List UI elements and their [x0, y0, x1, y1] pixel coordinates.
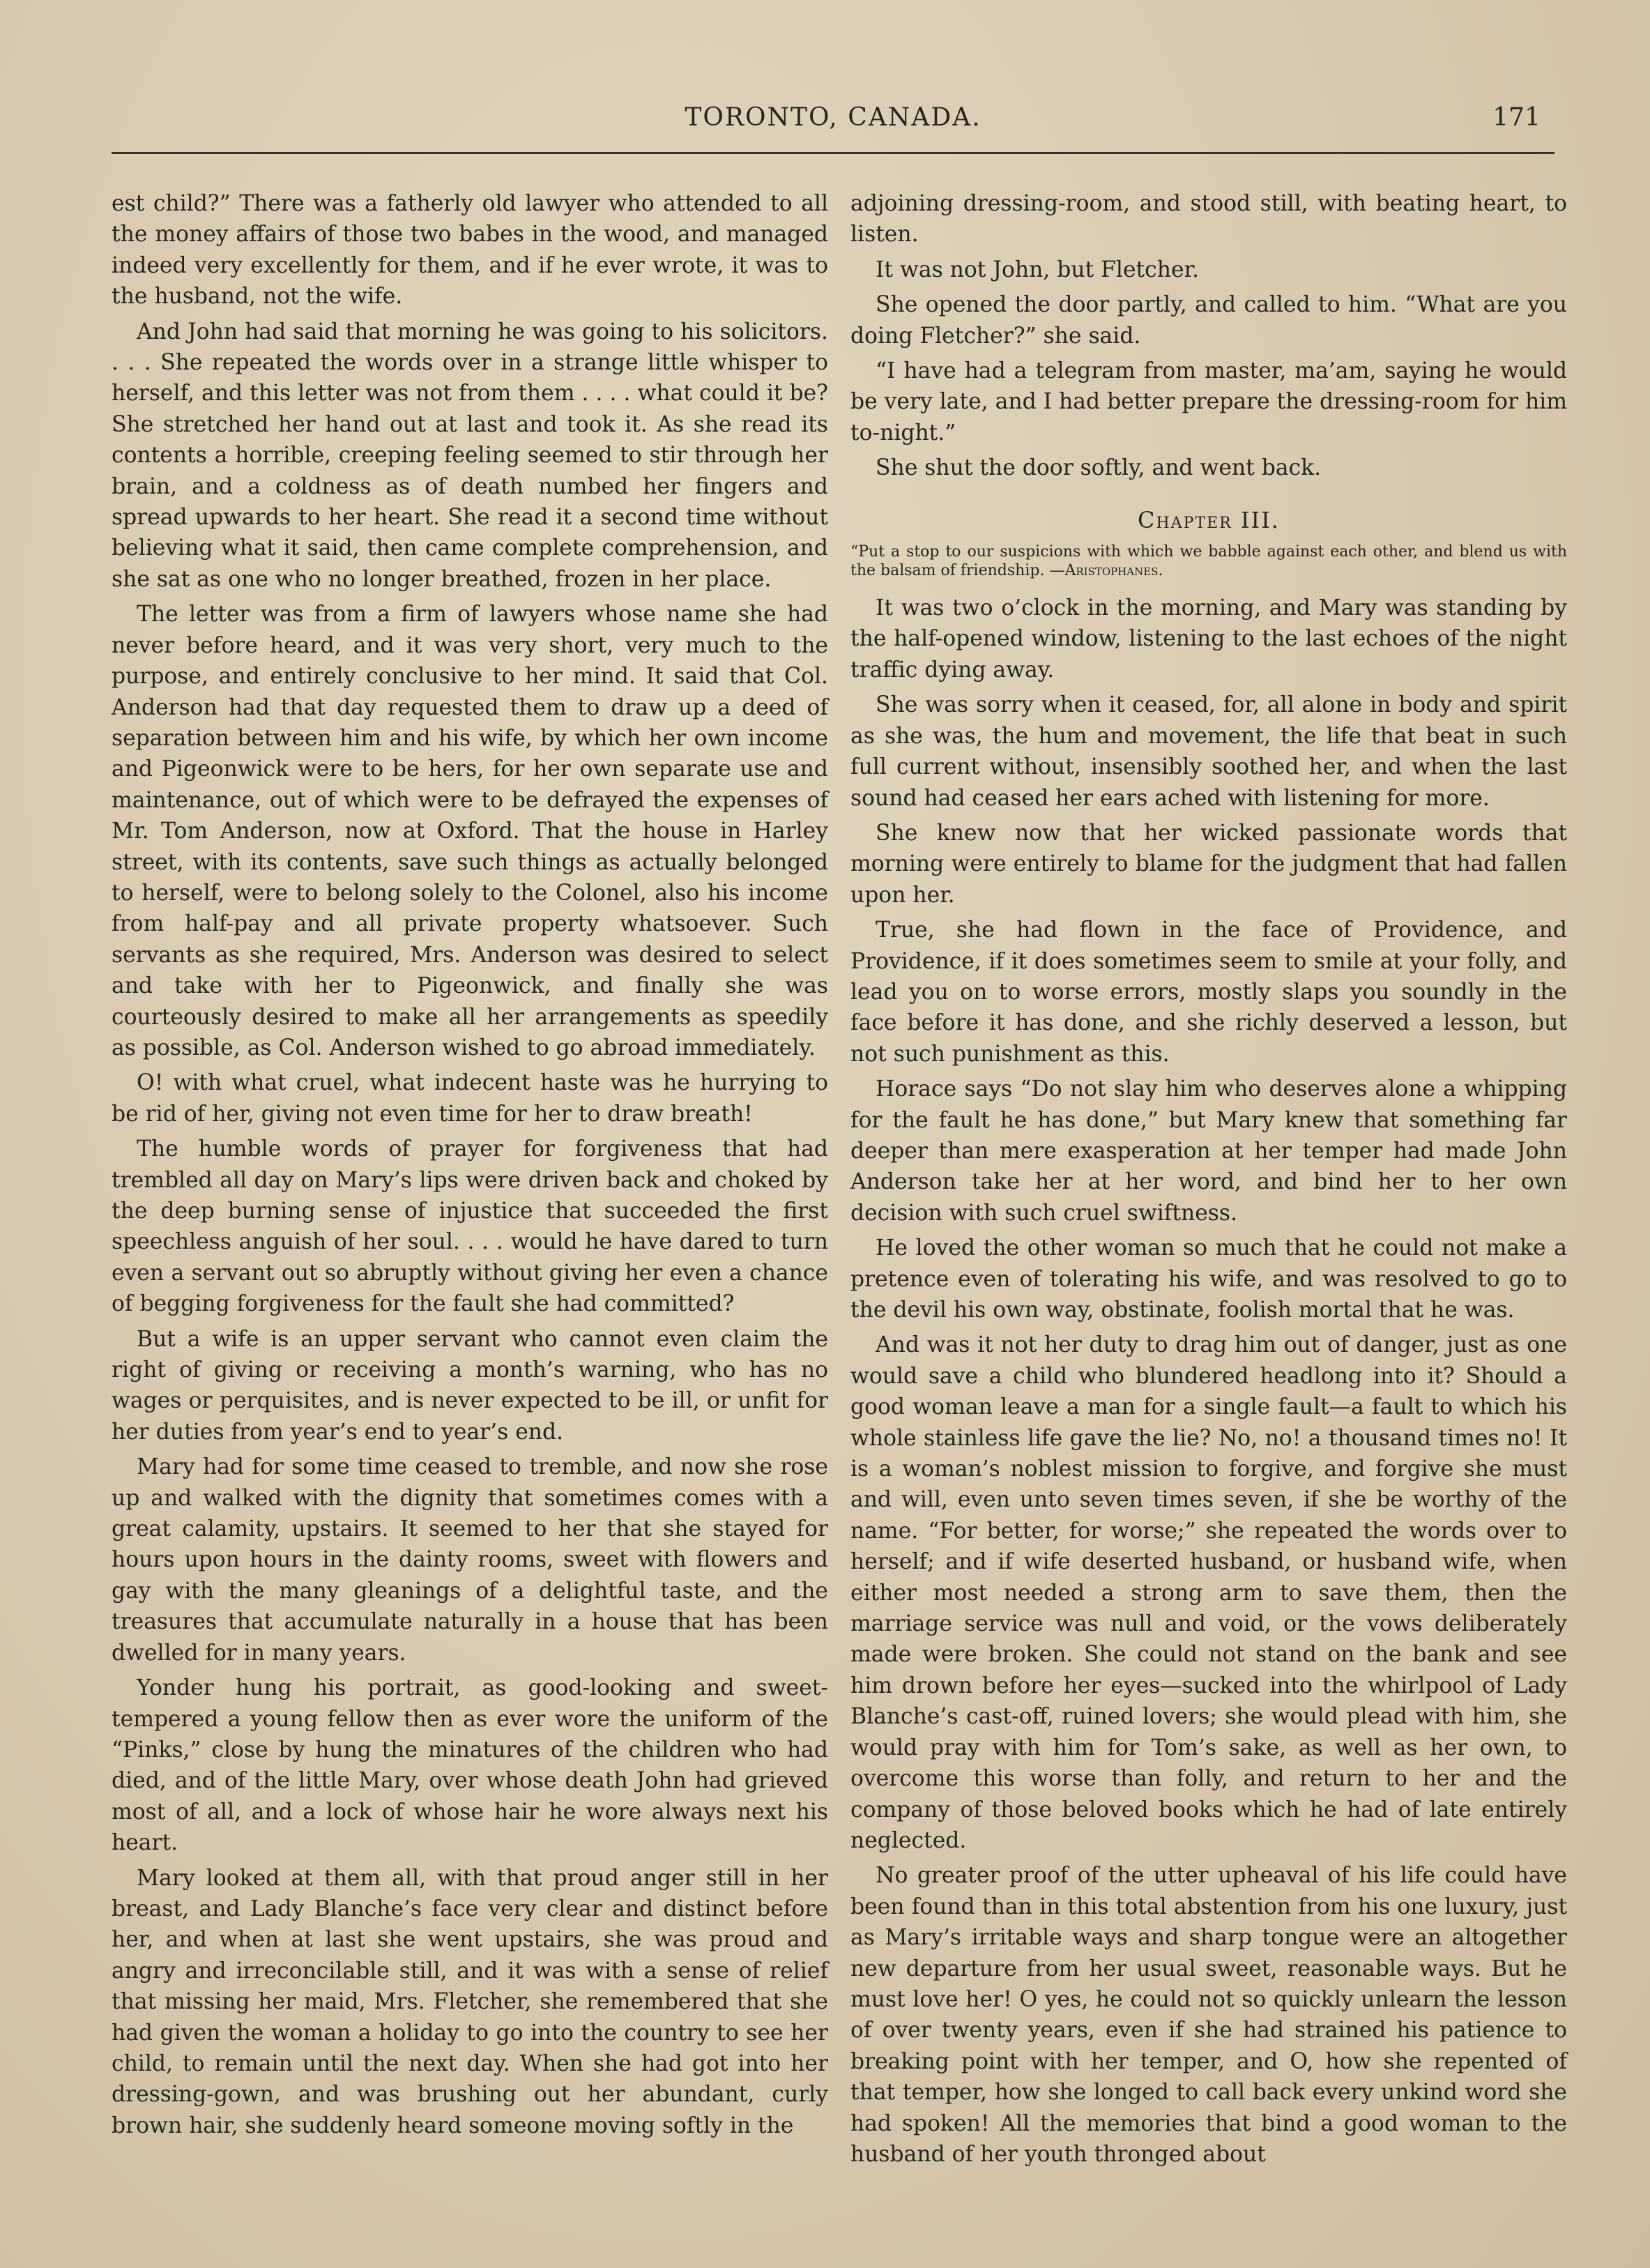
- paragraph: It was not John, but Fletcher.: [876, 257, 1200, 282]
- paragraph: The humble words of prayer for forgiveness that had trembled all day on Mary’s lips were driven back and choked by the deep burning sense of injustice that succeeded the first speechless anguish of her soul. . . . would he have dared to turn even a servant out so abruptly without giving her even a chance of begging forgiveness for the fault she had committed?: [112, 1136, 828, 1317]
- running-title: TORONTO, CANADA.: [685, 103, 981, 132]
- chapter-epigraph: [850, 542, 1567, 580]
- paragraph: She shut the door softly, and went back.: [876, 455, 1322, 481]
- epigraph-text: “Put a stop to our suspicions with which we babble against each other, and blend us with the balsam of friendship.: [850, 543, 1567, 580]
- epigraph-author: —Aristophanes.: [1049, 562, 1163, 580]
- paragraph: True, she had flown in the face of Providence, and Providence, if it does sometimes seem to smile at your folly, and lead you on to worse errors, mostly slaps you soundly in the face before it has done, and she richly deserved a lesson, but not such punishment as this.: [850, 918, 1567, 1067]
- paragraph: And John had said that morning he was going to his solicitors. . . . She repeated the words over in a strange little whisper to herself, and this letter was not from them . . . . what could it be? She stretched her hand out at last and took it. As she read its contents a horrible, creeping feeling seemed to stir through her brain, and a coldness as of death numbed her fingers and spread upwards to her heart. She read it a second time without believing what it said, then came complete comprehension, and she sat as one who no longer breathed, frozen in her place.: [112, 319, 828, 592]
- paragraph: It was two o’clock in the morning, and Mary was standing by the half-opened window, listening to the last echoes of the night traffic dying away.: [850, 595, 1567, 683]
- paragraph: But a wife is an upper servant who cannot even claim the right of giving or receiving a month’s warning, who has no wages or perquisites, and is never expected to be ill, or unfit for her duties from year’s end to year’s end.: [112, 1326, 828, 1445]
- paragraph: And was it not her duty to drag him out of danger, just as one would save a child who blundered headlong into it? Should a good woman leave a man for a single fault—a fault to which his whole stainless life gave the lie? No, no! a thousand times no! It is a woman’s noblest mission to forgive, and forgive she must and will, even unto seven times seven, if she be worthy of the name. “For better, for worse;” she repeated the words over to herself; and if wife deserted husband, or husband wife, when either most needed a strong arm to save them, then the marriage service was null and void, or the vows deliberately made were broken. She could not stand on the bank and see him drown before her eyes—sucked into the whirlpool of Lady Blanche’s cast-off, ruined lovers; she would plead with him, she would pray with him for Tom’s sake, as well as her own, to overcome this worse than folly, and return to her and the company of those beloved books which he had of late entirely neglected.: [850, 1332, 1567, 1853]
- paragraph: He loved the other woman so much that he could not make a pretence even of tolerating his wife, and was resolved to go to the devil his own way, obstinate, foolish mortal that he was.: [850, 1235, 1567, 1323]
- paragraph: No greater proof of the utter upheaval of his life could have been found than in this total abstention from his one luxury, just as Mary’s irritable ways and sharp tongue were an altogether new departure from her usual sweet, reasonable ways. But he must love her! O yes, he could not so quickly unlearn the lesson of over twenty years, even if she had strained his patience to breaking point with her temper, and O, how she repented of that temper, how she longed to call back every unkind word she had spoken! All the memories that bind a good woman to the husband of her youth thronged about: [850, 1863, 1567, 2167]
- paragraph: “I have had a telegram from master, ma’am, saying he would be very late, and I had better prepare the dressing-room for him to-night.”: [850, 358, 1567, 446]
- paragraph: Horace says “Do not slay him who deserves alone a whipping for the fault he has done,” but Mary knew that something far deeper than mere exasperation at her temper had made John Anderson take her at her word, and bind her to her own decision with such cruel swiftness.: [850, 1076, 1567, 1226]
- paragraph: Mary had for some time ceased to tremble, and now she rose up and walked with the dignity that sometimes comes with a great calamity, upstairs. It seemed to her that she stayed for hours upon hours in the dainty rooms, sweet with flowers and gay with the many gleanings of a delightful taste, and the treasures that accumulate naturally in a house that has been dwelled for in many years.: [112, 1454, 828, 1666]
- paragraph: Mary looked at them all, with that proud anger still in her breast, and Lady Blanche’s face very clear and distinct before her, and when at last she went upstairs, she was proud and angry and irreconcilable still, and it was with a sense of relief that missing her maid, Mrs. Fletcher, she remembered that she had given the woman a holiday to go into the country to see her child, to remain until the next day. When she had got into her dressing-gown, and was brushing out her abundant, curly brown hair, she suddenly heard someone moving softly in the: [112, 1865, 828, 2138]
- paragraph: O! with what cruel, what indecent haste was he hurrying to be rid of her, giving not even time for her to draw breath!: [112, 1070, 828, 1127]
- paragraph: She opened the door partly, and called to him. “What are you doing Fletcher?” she said.: [850, 292, 1567, 349]
- paragraph: The letter was from a firm of lawyers whose name she had never before heard, and it was very short, very much to the purpose, and entirely conclusive to her mind. It said that Col. Anderson had that day requested them to draw up a deed of separation between him and his wife, by which her own income and Pigeonwick were to be hers, for her own separate use and maintenance, out of which were to be defrayed the expenses of Mr. Tom Anderson, now at Oxford. That the house in Harley street, with its contents, save such things as actually belonged to herself, were to belong solely to the Colonel, also his income from half-pay and all private property whatsoever. Such servants as she required, Mrs. Anderson was desired to select and take with her to Pigeonwick, and finally she was courteously desired to make all her arrangements as speedily as possible, as Col. Anderson wished to go abroad immediately.: [112, 602, 828, 1060]
- right-column: [850, 188, 1567, 2174]
- page-header: [112, 98, 1554, 146]
- paragraph: est child?” There was a fatherly old lawyer who attended to all the money affairs of those two babes in the wood, and managed indeed very excellently for them, and if he ever wrote, it was to the husband, not the wife.: [112, 191, 828, 310]
- paragraph: Yonder hung his portrait, as good-looking and sweet-tempered a young fellow then as ever wore the uniform of the “Pinks,” close by hung the minatures of the children who had died, and of the little Mary, over whose death John had grieved most of all, and a lock of whose hair he wore always next his heart.: [112, 1675, 828, 1856]
- page-number: 171: [1492, 103, 1541, 132]
- paragraph: She was sorry when it ceased, for, all alone in body and spirit as she was, the hum and movement, the life that beat in such full current without, insensibly soothed her, and when the last sound had ceased her ears ached with listening for more.: [850, 692, 1567, 811]
- chapter-heading: Chapter III.: [1138, 506, 1280, 533]
- paragraph: adjoining dressing-room, and stood still, with beating heart, to listen.: [850, 191, 1567, 248]
- header-rule: [112, 152, 1554, 154]
- left-column: [112, 188, 828, 2145]
- paragraph: She knew now that her wicked passionate words that morning were entirely to blame for the judgment that had fallen upon her.: [850, 820, 1567, 908]
